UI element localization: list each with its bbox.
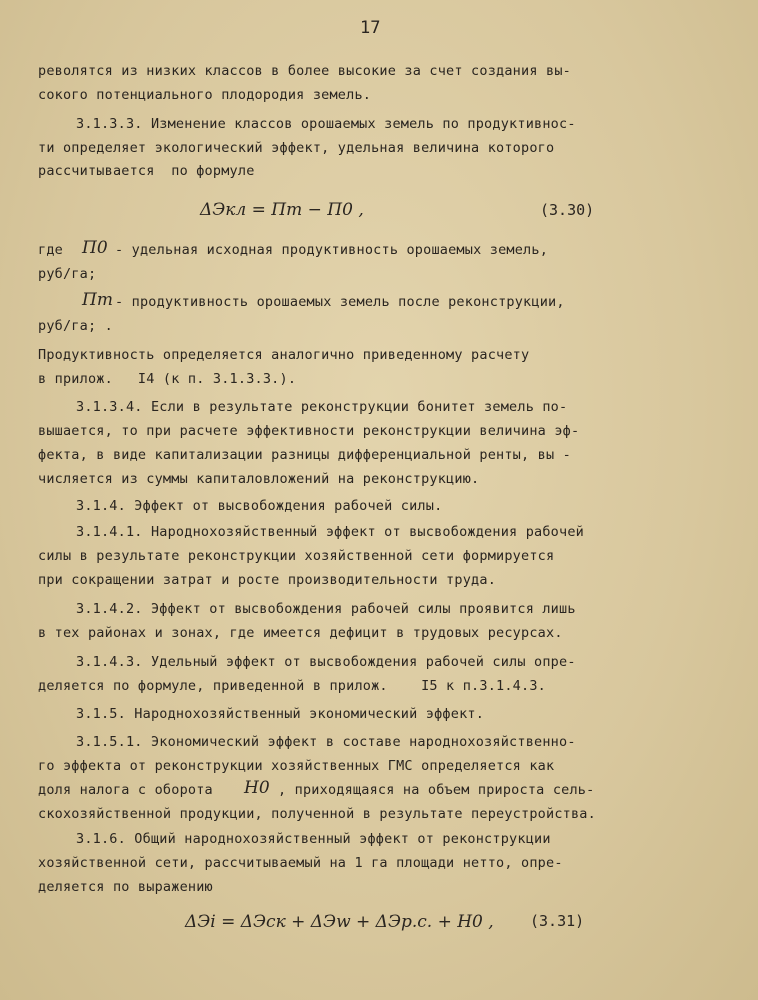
formula-number-3-31: (3.31) bbox=[530, 912, 585, 930]
text-line: силы в результате реконструкции хозяйственной сети формируется bbox=[38, 548, 555, 564]
text-line: где bbox=[38, 242, 63, 258]
text-line: сокого потенциального плодородия земель. bbox=[38, 87, 372, 103]
text-line: ти определяет экологический эффект, удельная величина которого bbox=[38, 140, 555, 156]
formula-3-31: ΔЭi = ΔЭск + ΔЭw + ΔЭр.с. + H0 , bbox=[185, 912, 494, 932]
text-line: деляется по выражению bbox=[38, 879, 213, 895]
text-line: хозяйственной сети, рассчитываемый на 1 га площади нетто, опре- bbox=[38, 855, 563, 871]
formula-3-30: ΔЭкл = Пт − П0 , bbox=[200, 200, 364, 220]
text-line: доля налога с оборота bbox=[38, 782, 213, 798]
text-line: , приходящаяся на объем прироста сель- bbox=[278, 782, 595, 798]
text-line: вышается, то при расчете эффективности реконструкции величина эф- bbox=[38, 423, 580, 439]
text-line: деляется по формуле, приведенной в прилож. I5 к п.3.1.4.3. bbox=[38, 678, 546, 694]
text-line: Продуктивность определяется аналогично приведенному расчету bbox=[38, 347, 530, 363]
paragraph-3-1-4-3: 3.1.4.3. Удельный эффект от высвобождения рабочей силы опре- bbox=[76, 654, 576, 670]
paragraph-3-1-4-1: 3.1.4.1. Народнохозяйственный эффект от высвобождения рабочей bbox=[76, 524, 584, 540]
definition-pt: - продуктивность орошаемых земель после реконструкции, bbox=[115, 294, 565, 310]
text-line: руб/га; . bbox=[38, 318, 113, 334]
text-line: револятся из низких классов в более высокие за счет создания вы- bbox=[38, 63, 571, 79]
paragraph-3-1-5-1: 3.1.5.1. Экономический эффект в составе народнохозяйственно- bbox=[76, 734, 576, 750]
symbol-h0: H0 bbox=[244, 778, 270, 798]
text-line: в прилож. I4 (к п. 3.1.3.3.). bbox=[38, 371, 297, 387]
text-line: скохозяйственной продукции, полученной в результате переустройства. bbox=[38, 806, 596, 822]
paragraph-3-1-4-2: 3.1.4.2. Эффект от высвобождения рабочей силы проявится лишь bbox=[76, 601, 576, 617]
section-3-1-4: 3.1.4. Эффект от высвобождения рабочей силы. bbox=[76, 498, 443, 514]
symbol-p0: П0 bbox=[82, 238, 108, 258]
symbol-pt: Пт bbox=[82, 290, 113, 310]
text-line: фекта, в виде капитализации разницы дифференциальной ренты, вы - bbox=[38, 447, 571, 463]
paragraph-3-1-3-3: 3.1.3.3. Изменение классов орошаемых земель по продуктивнос- bbox=[76, 116, 576, 132]
text-line: руб/га; bbox=[38, 266, 97, 282]
text-line: в тех районах и зонах, где имеется дефицит в трудовых ресурсах. bbox=[38, 625, 563, 641]
text-line: при сокращении затрат и росте производительности труда. bbox=[38, 572, 497, 588]
page-number: 17 bbox=[360, 18, 381, 38]
definition-p0: - удельная исходная продуктивность орошаемых земель, bbox=[115, 242, 549, 258]
formula-number-3-30: (3.30) bbox=[540, 201, 595, 219]
text-line: рассчитывается по формуле bbox=[38, 163, 255, 179]
text-line: числяется из суммы капиталовложений на реконструкцию. bbox=[38, 471, 480, 487]
paragraph-3-1-6: 3.1.6. Общий народнохозяйственный эффект от реконструкции bbox=[76, 831, 551, 847]
paragraph-3-1-3-4: 3.1.3.4. Если в результате реконструкции бонитет земель по- bbox=[76, 399, 568, 415]
section-3-1-5: 3.1.5. Народнохозяйственный экономический эффект. bbox=[76, 706, 485, 722]
text-line: го эффекта от реконструкции хозяйственных ГМС определяется как bbox=[38, 758, 555, 774]
